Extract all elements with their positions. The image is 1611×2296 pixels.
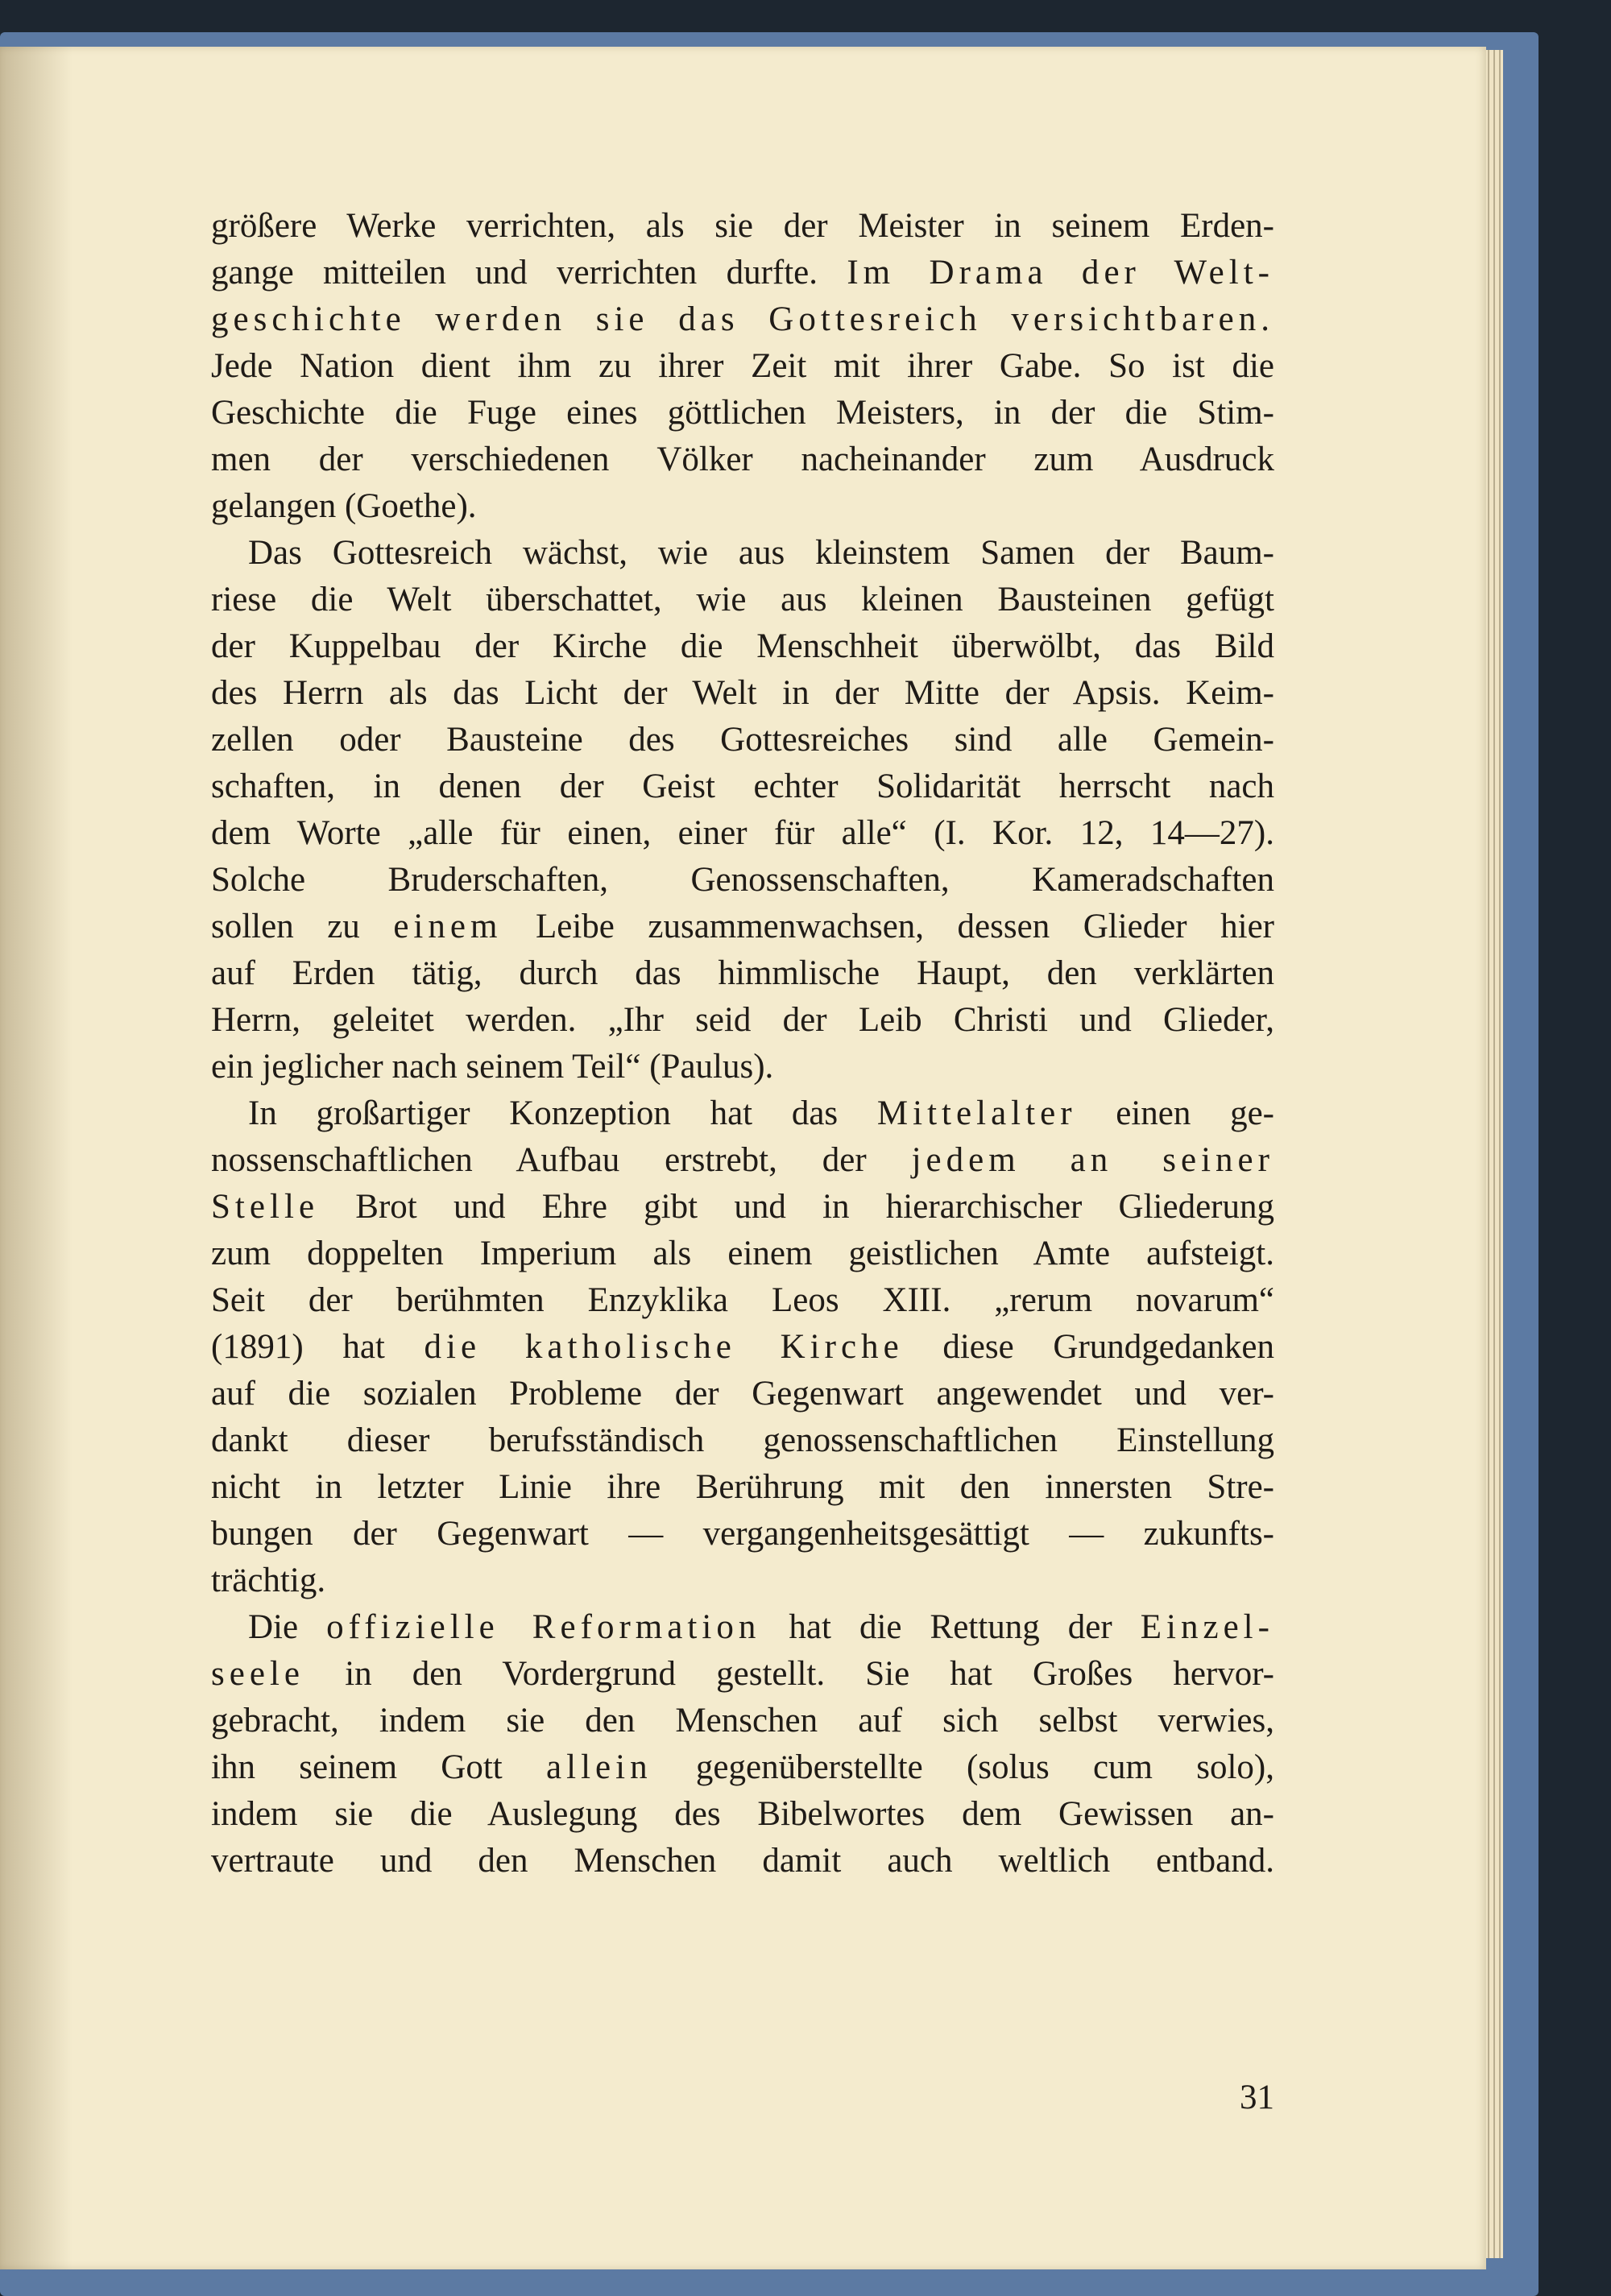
body-text	[211, 203, 1274, 1884]
text-line: gebracht, indem sie den Menschen auf sich selbst verwies,	[211, 1702, 1274, 1740]
spaced-emphasis: Einzel-	[1140, 1608, 1274, 1646]
spaced-emphasis: einem	[393, 908, 503, 945]
text-line: trächtig.	[211, 1562, 326, 1599]
text-line: men der verschiedenen Völker nacheinander zum Ausdruck	[211, 441, 1274, 478]
text-line: Die offizielle Reformation hat die Rettung der Einzel-	[248, 1608, 1274, 1646]
text-line: schaften, in denen der Geist echter Solidarität herrscht nach	[211, 767, 1274, 805]
text-line: ein jeglicher nach seinem Teil“ (Paulus).	[211, 1048, 774, 1086]
text-line: ihn seinem Gott allein gegenüberstellte (solus cum solo),	[211, 1748, 1274, 1786]
text-line: dankt dieser berufsständisch genossenschaftlichen Einstellung	[211, 1421, 1274, 1459]
text-line: Seit der berühmten Enzyklika Leos XIII. „rerum novarum“	[211, 1281, 1274, 1319]
spaced-emphasis: Stelle	[211, 1188, 320, 1226]
text-line: Jede Nation dient ihm zu ihrer Zeit mit ihrer Gabe. So ist die	[211, 347, 1274, 385]
text-line: Solche Bruderschaften, Genossenschaften, Kameradschaften	[211, 861, 1274, 899]
text-line: gelangen (Goethe).	[211, 487, 477, 525]
text-line: indem sie die Auslegung des Bibelwortes dem Gewissen an-	[211, 1795, 1274, 1833]
text-line: größere Werke verrichten, als sie der Meister in seinem Erden-	[211, 207, 1274, 245]
text-line: Das Gottesreich wächst, wie aus kleinstem Samen der Baum-	[248, 534, 1274, 572]
page-number: 31	[1240, 2079, 1274, 2116]
spaced-emphasis: Im Drama der Welt-	[847, 254, 1274, 292]
text-line: der Kuppelbau der Kirche die Menschheit überwölbt, das Bild	[211, 627, 1274, 665]
text-line: riese die Welt überschattet, wie aus kleinen Bausteinen gefügt	[211, 581, 1274, 618]
text-line: zellen oder Bausteine des Gottesreiches sind alle Gemein-	[211, 721, 1274, 759]
text-line: auf die sozialen Probleme der Gegenwart angewendet und ver-	[211, 1375, 1274, 1413]
text-line: zum doppelten Imperium als einem geistlichen Amte aufsteigt.	[211, 1235, 1274, 1272]
spaced-emphasis: geschichte werden sie das Gottesreich versichtbaren.	[211, 300, 1274, 338]
text-line: sollen zu einem Leibe zusammenwachsen, dessen Glieder hier	[211, 908, 1274, 945]
spaced-emphasis: Mittelalter	[876, 1094, 1077, 1132]
spaced-emphasis: offizielle Reformation	[326, 1608, 761, 1646]
text-line: Geschichte die Fuge eines göttlichen Meisters, in der die Stim-	[211, 394, 1274, 432]
text-line: des Herrn als das Licht der Welt in der Mitte der Apsis. Keim-	[211, 674, 1274, 712]
text-line: gange mitteilen und verrichten durfte. Im Drama der Welt-	[211, 254, 1274, 292]
spaced-emphasis: die katholische Kirche	[424, 1328, 904, 1366]
text-line: Stelle Brot und Ehre gibt und in hierarchischer Gliederung	[211, 1188, 1274, 1226]
text-line: Herrn, geleitet werden. „Ihr seid der Leib Christi und Glieder,	[211, 1001, 1274, 1039]
text-line: dem Worte „alle für einen, einer für alle“ (I. Kor. 12, 14—27).	[211, 814, 1274, 852]
text-line: nicht in letzter Linie ihre Berührung mit den innersten Stre-	[211, 1468, 1274, 1506]
text-line: auf Erden tätig, durch das himmlische Haupt, den verklärten	[211, 954, 1274, 992]
text-line: vertraute und den Menschen damit auch weltlich entband.	[211, 1842, 1274, 1880]
spaced-emphasis: seele	[211, 1655, 305, 1693]
page-gutter-shadow	[0, 47, 72, 2269]
text-line: (1891) hat die katholische Kirche diese Grundgedanken	[211, 1328, 1275, 1366]
text-line	[211, 296, 1274, 343]
text-line: bungen der Gegenwart — vergangenheitsgesättigt — zukunfts-	[211, 1515, 1274, 1553]
spaced-emphasis: allein	[546, 1748, 652, 1786]
text-line: nossenschaftlichen Aufbau erstrebt, der jedem an seiner	[211, 1141, 1275, 1179]
spaced-emphasis: jedem an seiner	[911, 1141, 1275, 1179]
text-line: In großartiger Konzeption hat das Mittelalter einen ge-	[248, 1094, 1274, 1132]
text-line: seele in den Vordergrund gestellt. Sie hat Großes hervor-	[211, 1655, 1274, 1693]
